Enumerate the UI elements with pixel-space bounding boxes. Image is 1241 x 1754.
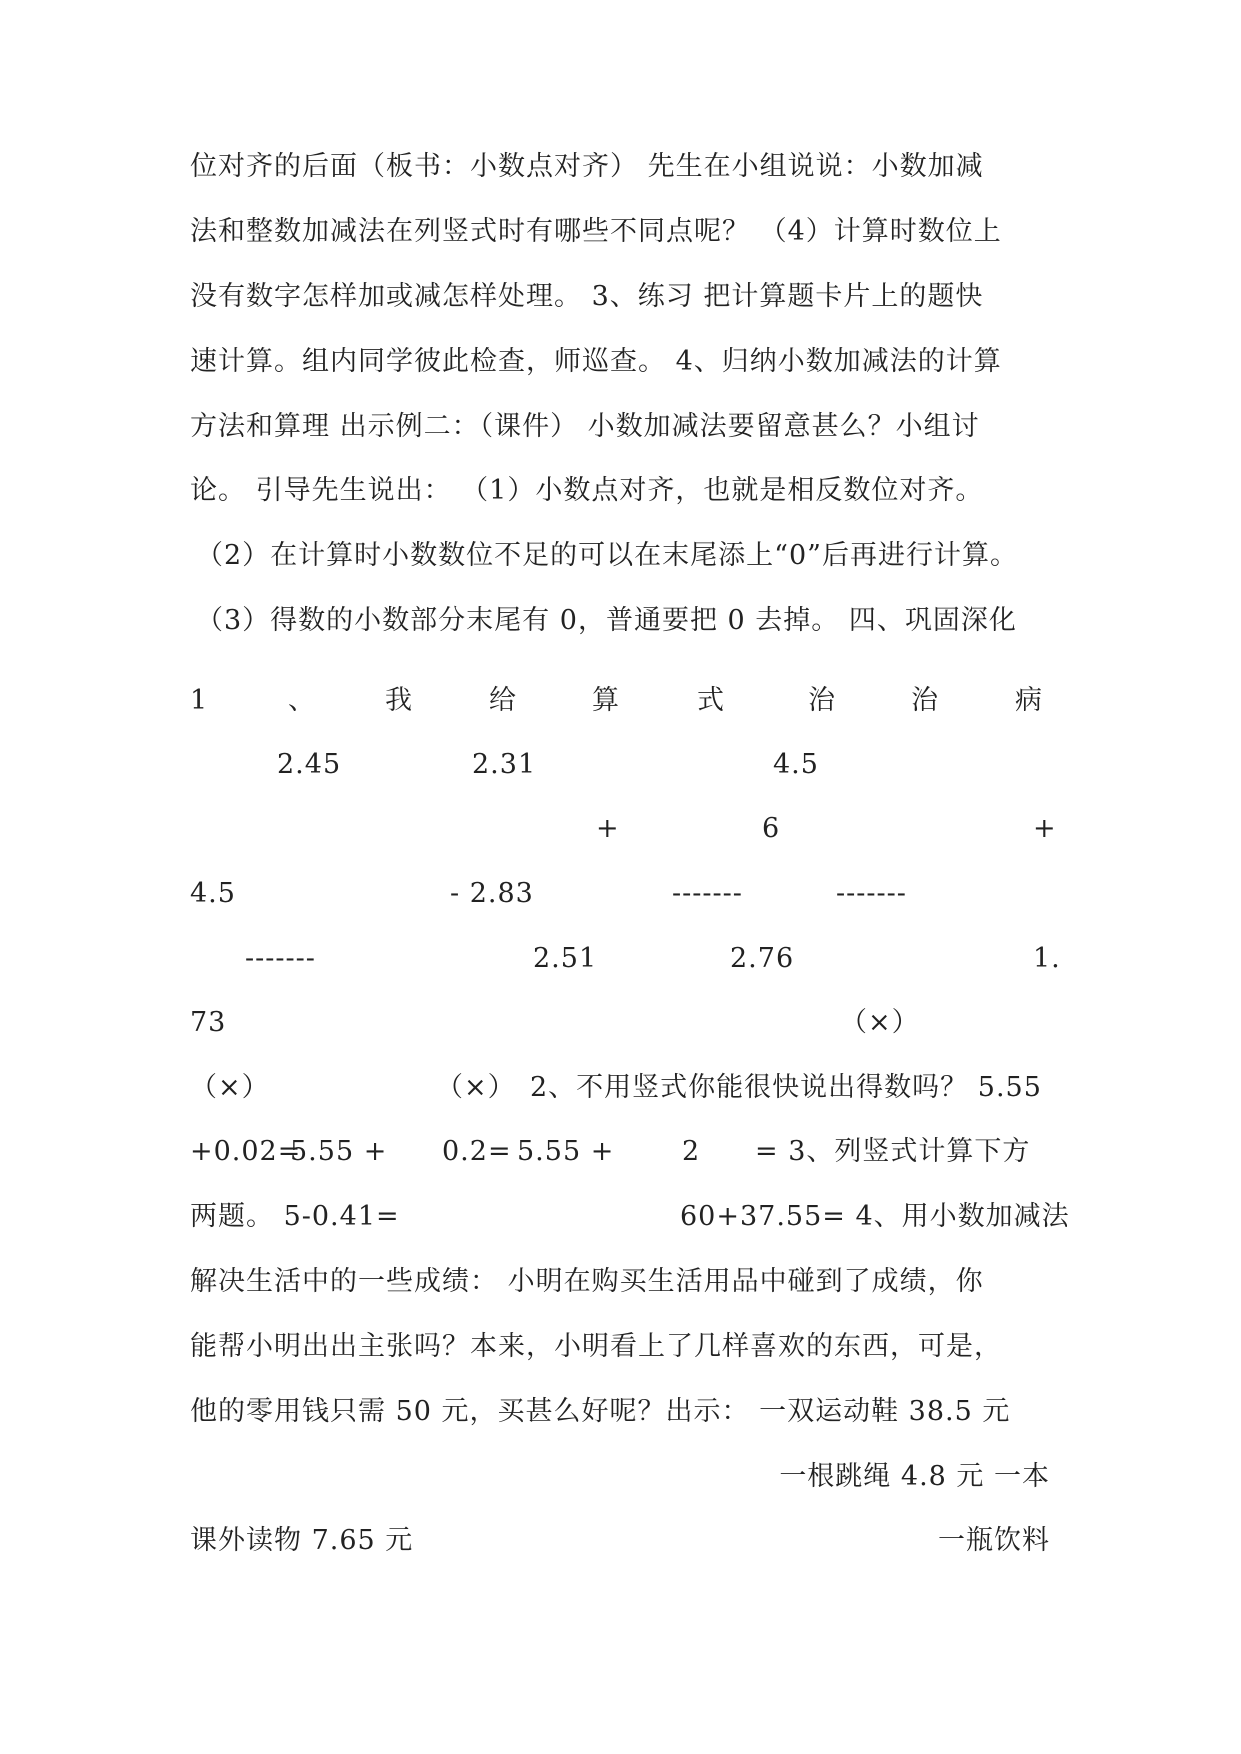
problem-top-number: 2.45 <box>277 749 342 780</box>
text-line: 能帮小明出出主张吗？本来，小明看上了几样喜欢的东西，可是， <box>190 1331 1002 1362</box>
text-line: 法和整数加减法在列竖式时有哪些不同点呢？ （4）计算时数位上 <box>190 216 1002 247</box>
heading-char: 给 <box>489 685 517 716</box>
heading-char: 、 <box>288 685 316 716</box>
text-line: 一根跳绳 4.8 元 一本 <box>779 1461 1050 1492</box>
heading-char: 1 <box>190 685 209 716</box>
heading-char: 算 <box>592 685 620 716</box>
oral-expression: 5.55 + <box>290 1136 388 1167</box>
plus-sign: + <box>596 813 620 844</box>
problem-answer: 2.76 <box>730 943 795 974</box>
oral-expression: +0.02= <box>190 1136 302 1167</box>
text-line: 60+37.55= 4、用小数加减法 <box>680 1201 1070 1232</box>
oral-expression: 5.55 + <box>517 1136 615 1167</box>
text-line: 方法和算理 出示例二：（课件） 小数加减法要留意甚么？小组讨 <box>190 411 980 442</box>
problem-answer: 73 <box>190 1007 227 1038</box>
problem-answer: 2.51 <box>533 943 598 974</box>
wrong-mark: （×） <box>840 1007 920 1038</box>
text-line: 没有数字怎样加或减怎样处理。 3、练习 把计算题卡片上的题快 <box>190 281 984 312</box>
dash-line: ------- <box>245 943 316 974</box>
text-line: （2）在计算时小数数位不足的可以在末尾添上“0”后再进行计算。 <box>196 540 1018 571</box>
problem-top-number: 2.31 <box>472 749 537 780</box>
text-line: 一瓶饮料 <box>938 1525 1050 1556</box>
oral-expression: 0.2= <box>442 1136 512 1167</box>
text-line: 2、不用竖式你能很快说出得数吗？ 5.55 <box>530 1072 1042 1103</box>
problem-number: 6 <box>762 813 781 844</box>
wrong-mark: （×） <box>190 1072 270 1103</box>
text-line: 两题。 5-0.41= <box>190 1201 400 1232</box>
text-line: 位对齐的后面（板书：小数点对齐） 先生在小组说说：小数加减 <box>190 151 984 182</box>
heading-char: 病 <box>1015 685 1043 716</box>
text-line: 课外读物 7.65 元 <box>190 1525 414 1556</box>
dash-line: ------- <box>836 878 907 909</box>
text-line: 速计算。组内同学彼此检查，师巡查。 4、归纳小数加减法的计算 <box>190 346 1002 377</box>
oral-expression: 2 <box>682 1136 701 1167</box>
heading-char: 式 <box>697 685 725 716</box>
text-line: 解决生活中的一些成绩： 小明在购买生活用品中碰到了成绩，你 <box>190 1266 984 1297</box>
text-line: （3）得数的小数部分末尾有 0，普通要把 0 去掉。 四、巩固深化 <box>196 605 1017 636</box>
heading-char: 治 <box>808 685 836 716</box>
wrong-mark: （×） <box>436 1072 516 1103</box>
text-line: = 3、列竖式计算下方 <box>755 1136 1031 1167</box>
text-line: 他的零用钱只需 50 元，买甚么好呢？出示： 一双运动鞋 38.5 元 <box>190 1396 1011 1427</box>
heading-char: 我 <box>385 685 413 716</box>
plus-sign: + <box>1033 813 1057 844</box>
problem-answer: 1. <box>1033 943 1061 974</box>
text-line: 论。 引导先生说出： （1）小数点对齐，也就是相反数位对齐。 <box>190 475 984 506</box>
problem-number: 4.5 <box>190 878 236 909</box>
heading-char: 治 <box>911 685 939 716</box>
problem-number: - 2.83 <box>450 878 534 909</box>
dash-line: ------- <box>672 878 743 909</box>
problem-top-number: 4.5 <box>773 749 819 780</box>
